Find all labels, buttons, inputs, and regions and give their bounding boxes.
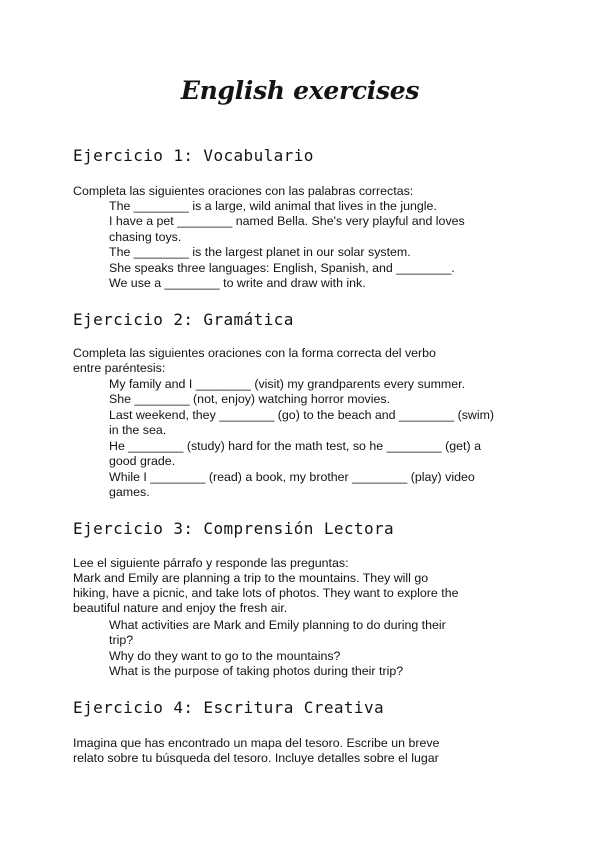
exercise-2-line: games. (109, 485, 150, 499)
reading-paragraph-line: Mark and Emily are planning a trip to the mountains. They will go (73, 571, 429, 585)
exercise-4-text: Imagina que has encontrado un mapa del tesoro. Escribe un breve (73, 736, 440, 750)
exercise-2-line: Last weekend, they ________ (go) to the beach and ________ (swim) (109, 408, 495, 422)
exercise-2-heading: Ejercicio 2: Gramática (73, 310, 294, 329)
exercise-1-line: She speaks three languages: English, Spanish, and ________. (109, 261, 455, 275)
exercise-1-intro: Completa las siguientes oraciones con las palabras correctas: (73, 184, 414, 198)
exercise-1-line: I have a pet ________ named Bella. She's very playful and loves (109, 214, 465, 228)
reading-paragraph-line: beautiful nature and enjoy the fresh air. (73, 601, 288, 615)
exercise-2-line: She ________ (not, enjoy) watching horror movies. (109, 392, 391, 406)
question-line: trip? (109, 633, 134, 647)
exercise-2-line: good grade. (109, 454, 176, 468)
exercise-4-heading: Ejercicio 4: Escritura Creativa (73, 698, 385, 717)
exercise-1-line: The ________ is a large, wild animal that lives in the jungle. (109, 199, 437, 213)
exercise-3-intro: Lee el siguiente párrafo y responde las preguntas: (73, 556, 349, 570)
exercise-1-line: We use a ________ to write and draw with ink. (109, 276, 366, 290)
exercise-1-line: The ________ is the largest planet in our solar system. (109, 245, 411, 259)
exercise-3-heading: Ejercicio 3: Comprensión Lectora (73, 519, 395, 538)
exercise-2-intro: entre paréntesis: (73, 361, 166, 375)
exercise-4-text: relato sobre tu búsqueda del tesoro. Incluye detalles sobre el lugar (73, 751, 439, 765)
exercise-2-intro: Completa las siguientes oraciones con la forma correcta del verbo (73, 346, 436, 360)
exercise-2-line: He ________ (study) hard for the math test, so he ________ (get) a (109, 439, 481, 453)
exercise-1-line: chasing toys. (109, 230, 182, 244)
exercise-1-heading: Ejercicio 1: Vocabulario (73, 146, 314, 165)
exercise-2-line: in the sea. (109, 423, 167, 437)
exercise-2-line: While I ________ (read) a book, my brother ________ (play) video (109, 470, 475, 484)
question-line: What is the purpose of taking photos during their trip? (109, 664, 404, 678)
question-line: What activities are Mark and Emily planning to do during their (109, 618, 446, 632)
exercise-2-line: My family and I ________ (visit) my grandparents every summer. (109, 377, 466, 391)
page-title: English exercises (180, 76, 420, 105)
question-line: Why do they want to go to the mountains? (109, 649, 341, 663)
reading-paragraph-line: hiking, have a picnic, and take lots of photos. They want to explore the (73, 586, 459, 600)
